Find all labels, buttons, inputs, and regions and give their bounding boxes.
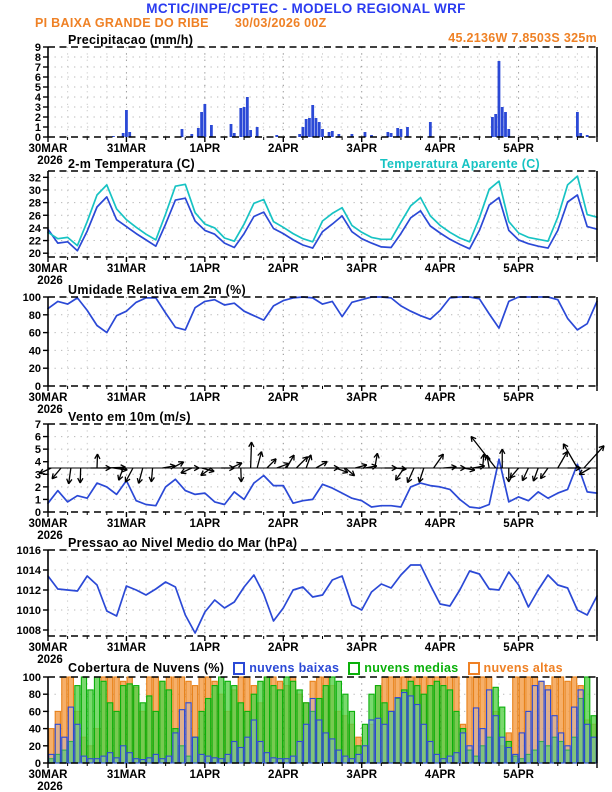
svg-text:20: 20 — [28, 363, 41, 376]
svg-text:9: 9 — [34, 42, 41, 54]
svg-text:2026: 2026 — [37, 275, 63, 287]
svg-text:5APR: 5APR — [503, 392, 534, 404]
svg-text:1APR: 1APR — [189, 263, 221, 275]
svg-text:30MAR: 30MAR — [28, 642, 68, 654]
svg-text:1016: 1016 — [16, 545, 41, 557]
svg-text:1APR: 1APR — [189, 392, 221, 404]
svg-text:5APR: 5APR — [503, 769, 534, 781]
svg-text:4APR: 4APR — [424, 263, 456, 275]
svg-text:1: 1 — [34, 122, 41, 134]
svg-text:2APR: 2APR — [267, 143, 299, 155]
svg-text:1014: 1014 — [16, 565, 41, 577]
svg-text:30MAR: 30MAR — [28, 143, 68, 155]
panel-cloud-cover — [23, 672, 597, 792]
svg-text:0: 0 — [34, 381, 41, 393]
svg-text:2APR: 2APR — [267, 769, 299, 781]
station-name: PI BAIXA GRANDE DO RIBE — [35, 16, 209, 30]
svg-text:32: 32 — [28, 172, 41, 185]
panel-wind-10m — [29, 419, 604, 542]
svg-text:30: 30 — [28, 184, 41, 197]
svg-text:1010: 1010 — [16, 605, 41, 617]
svg-text:0: 0 — [34, 132, 41, 144]
svg-text:1APR: 1APR — [189, 518, 221, 530]
panel-title-apparent-temperature: Temperatura Aparente (C) — [379, 157, 540, 171]
svg-text:2APR: 2APR — [267, 518, 299, 530]
legend-label-0: nuvens baixas — [249, 661, 340, 675]
svg-text:1008: 1008 — [16, 625, 41, 637]
svg-text:4: 4 — [34, 92, 41, 104]
svg-text:4: 4 — [34, 456, 41, 469]
panel-mslp — [17, 545, 597, 666]
svg-text:4APR: 4APR — [424, 392, 456, 404]
svg-text:6: 6 — [34, 431, 41, 444]
svg-text:2: 2 — [34, 112, 41, 124]
svg-text:5APR: 5APR — [503, 642, 534, 654]
svg-text:20: 20 — [28, 740, 41, 753]
svg-text:4APR: 4APR — [424, 518, 456, 530]
svg-text:2026: 2026 — [37, 155, 63, 167]
svg-text:1APR: 1APR — [189, 642, 221, 654]
svg-text:20: 20 — [28, 248, 41, 261]
panel-title-temperature: 2-m Temperatura (C) — [68, 157, 196, 171]
svg-text:5: 5 — [34, 444, 41, 457]
svg-text:3APR: 3APR — [346, 392, 378, 404]
svg-text:3APR: 3APR — [346, 642, 378, 654]
svg-text:30MAR: 30MAR — [28, 392, 68, 404]
run-datetime: 30/03/2026 00Z — [234, 16, 327, 30]
svg-text:22: 22 — [28, 235, 41, 248]
svg-text:31MAR: 31MAR — [106, 143, 146, 155]
svg-text:30MAR: 30MAR — [28, 518, 68, 530]
svg-text:3: 3 — [34, 469, 41, 482]
svg-text:0: 0 — [34, 507, 41, 519]
svg-text:3APR: 3APR — [346, 769, 378, 781]
svg-text:28: 28 — [28, 197, 41, 210]
svg-text:1APR: 1APR — [189, 769, 221, 781]
svg-text:7: 7 — [34, 419, 41, 431]
svg-text:40: 40 — [28, 723, 41, 736]
svg-text:1: 1 — [34, 494, 41, 507]
svg-text:3APR: 3APR — [346, 143, 378, 155]
panel-title-humidity: Umidade Relativa em 2m (%) — [68, 283, 246, 297]
model-title: MCTIC/INPE/CPTEC - MODELO REGIONAL WRF — [146, 1, 466, 16]
svg-text:2026: 2026 — [37, 404, 63, 416]
svg-text:1012: 1012 — [16, 585, 41, 597]
svg-text:31MAR: 31MAR — [106, 642, 146, 654]
panel-title-precipitation: Precipitacao (mm/h) — [68, 33, 194, 47]
svg-text:1APR: 1APR — [189, 143, 221, 155]
svg-text:30MAR: 30MAR — [28, 263, 68, 275]
svg-text:31MAR: 31MAR — [106, 392, 146, 404]
svg-text:80: 80 — [28, 309, 41, 322]
svg-text:40: 40 — [28, 345, 41, 358]
panel-temperature — [29, 171, 597, 287]
panel-precipitation — [29, 42, 597, 167]
svg-text:60: 60 — [28, 706, 41, 719]
legend-label-1: nuvens medias — [364, 661, 459, 675]
svg-text:30MAR: 30MAR — [28, 769, 68, 781]
svg-text:3APR: 3APR — [346, 263, 378, 275]
svg-text:2: 2 — [34, 481, 41, 494]
svg-text:6: 6 — [34, 72, 41, 84]
svg-text:2026: 2026 — [37, 530, 63, 542]
svg-text:5APR: 5APR — [503, 518, 534, 530]
station-coordinates: 45.2136W 7.8503S 325m — [448, 31, 597, 45]
panel-title-pressure: Pressao ao Nivel Medio do Mar (hPa) — [68, 536, 298, 550]
svg-text:3APR: 3APR — [346, 518, 378, 530]
panel-title-wind: Vento em 10m (m/s) — [68, 410, 191, 424]
svg-text:5: 5 — [34, 82, 41, 94]
svg-text:5APR: 5APR — [503, 263, 534, 275]
svg-text:4APR: 4APR — [424, 769, 456, 781]
svg-text:100: 100 — [22, 292, 41, 304]
svg-text:60: 60 — [28, 327, 41, 340]
panel-title-clouds: Cobertura de Nuvens (%) — [68, 661, 225, 675]
svg-text:5APR: 5APR — [503, 143, 534, 155]
svg-text:8: 8 — [34, 52, 41, 64]
svg-text:2APR: 2APR — [267, 263, 299, 275]
svg-text:26: 26 — [28, 210, 41, 223]
svg-text:24: 24 — [28, 222, 41, 235]
svg-text:31MAR: 31MAR — [106, 263, 146, 275]
svg-text:4APR: 4APR — [424, 143, 456, 155]
panel-relative-humidity — [23, 292, 597, 416]
svg-text:0: 0 — [34, 758, 41, 770]
svg-text:2APR: 2APR — [267, 392, 299, 404]
svg-text:4APR: 4APR — [424, 642, 456, 654]
svg-text:80: 80 — [28, 689, 41, 702]
svg-text:2026: 2026 — [37, 781, 63, 792]
svg-text:100: 100 — [22, 672, 41, 684]
svg-text:3: 3 — [34, 102, 41, 114]
svg-text:2026: 2026 — [37, 654, 63, 666]
svg-text:31MAR: 31MAR — [106, 769, 146, 781]
legend-label-2: nuvens altas — [483, 661, 563, 675]
svg-text:2APR: 2APR — [267, 642, 299, 654]
svg-text:7: 7 — [34, 62, 41, 74]
svg-text:31MAR: 31MAR — [106, 518, 146, 530]
